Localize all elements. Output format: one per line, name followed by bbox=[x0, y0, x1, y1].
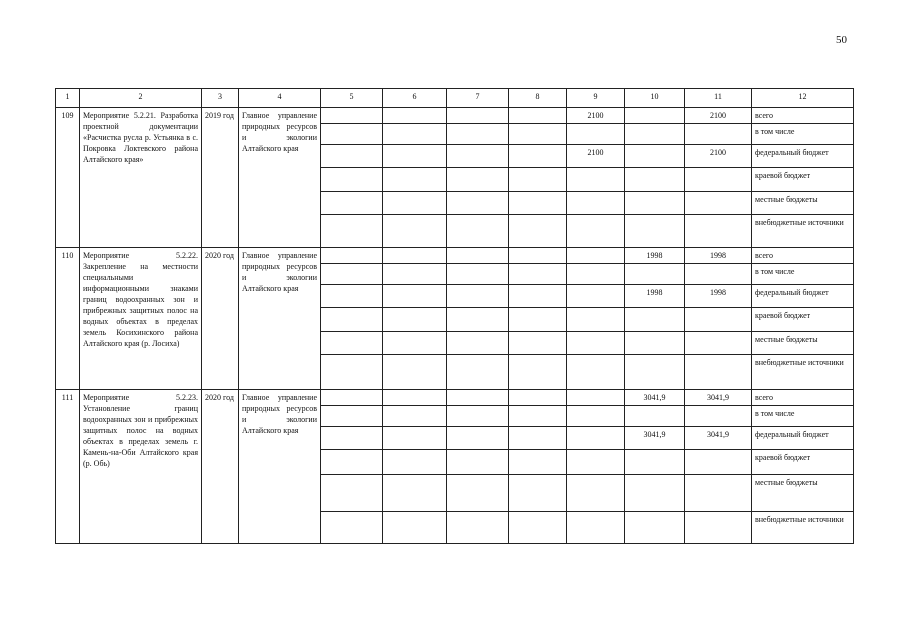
amount-c10 bbox=[625, 308, 685, 332]
amount-c9: 2100 bbox=[567, 145, 625, 168]
amount-c9 bbox=[567, 390, 625, 406]
amount-c5 bbox=[321, 512, 383, 544]
amount-c6 bbox=[383, 512, 447, 544]
amount-c7 bbox=[447, 145, 509, 168]
amount-c6 bbox=[383, 108, 447, 124]
amount-c8 bbox=[509, 145, 567, 168]
amount-c11: 3041,9 bbox=[685, 390, 752, 406]
amount-c6 bbox=[383, 355, 447, 390]
amount-c10 bbox=[625, 124, 685, 145]
funding-source: краевой бюджет bbox=[752, 168, 854, 192]
amount-c9 bbox=[567, 355, 625, 390]
amount-c11 bbox=[685, 308, 752, 332]
amount-c10 bbox=[625, 108, 685, 124]
funding-source: федеральный бюджет bbox=[752, 145, 854, 168]
header-cell: 8 bbox=[509, 89, 567, 108]
funding-source: внебюджетные источники bbox=[752, 512, 854, 544]
amount-c5 bbox=[321, 108, 383, 124]
amount-c6 bbox=[383, 406, 447, 427]
funding-source: всего bbox=[752, 108, 854, 124]
amount-c6 bbox=[383, 390, 447, 406]
executor: Главное управление природных ресурсов и экологии Алтайского края bbox=[239, 248, 321, 390]
amount-c5 bbox=[321, 355, 383, 390]
funding-source: в том числе bbox=[752, 124, 854, 145]
amount-c7 bbox=[447, 215, 509, 248]
amount-c5 bbox=[321, 390, 383, 406]
amount-c10 bbox=[625, 145, 685, 168]
funding-source: местные бюджеты bbox=[752, 332, 854, 355]
activity-name: Мероприятие 5.2.22. Закрепление на местности специальными информационными знаками границ водоохранных зон и прибрежных защитных полос на водных объектах в пределах земель Косихинского района Алтайского края (р. Лосиха) bbox=[80, 248, 202, 390]
header-cell: 10 bbox=[625, 89, 685, 108]
amount-c11: 1998 bbox=[685, 248, 752, 264]
amount-c10 bbox=[625, 332, 685, 355]
implementation-year: 2020 год bbox=[202, 248, 239, 390]
amount-c8 bbox=[509, 406, 567, 427]
header-cell: 5 bbox=[321, 89, 383, 108]
header-cell: 1 bbox=[56, 89, 80, 108]
header-cell: 3 bbox=[202, 89, 239, 108]
amount-c9 bbox=[567, 450, 625, 475]
amount-c6 bbox=[383, 475, 447, 512]
amount-c7 bbox=[447, 108, 509, 124]
amount-c6 bbox=[383, 215, 447, 248]
amount-c7 bbox=[447, 264, 509, 285]
amount-c9 bbox=[567, 248, 625, 264]
amount-c6 bbox=[383, 264, 447, 285]
amount-c11 bbox=[685, 168, 752, 192]
amount-c8 bbox=[509, 427, 567, 450]
amount-c7 bbox=[447, 406, 509, 427]
amount-c11 bbox=[685, 475, 752, 512]
amount-c5 bbox=[321, 264, 383, 285]
table-header bbox=[56, 89, 854, 108]
amount-c11: 1998 bbox=[685, 285, 752, 308]
amount-c9 bbox=[567, 512, 625, 544]
amount-c7 bbox=[447, 512, 509, 544]
amount-c8 bbox=[509, 475, 567, 512]
funding-source: внебюджетные источники bbox=[752, 355, 854, 390]
amount-c5 bbox=[321, 192, 383, 215]
amount-c6 bbox=[383, 248, 447, 264]
amount-c6 bbox=[383, 285, 447, 308]
amount-c8 bbox=[509, 108, 567, 124]
amount-c5 bbox=[321, 475, 383, 512]
amount-c11 bbox=[685, 332, 752, 355]
amount-c10 bbox=[625, 264, 685, 285]
amount-c7 bbox=[447, 124, 509, 145]
amount-c6 bbox=[383, 192, 447, 215]
amount-c5 bbox=[321, 145, 383, 168]
amount-c8 bbox=[509, 215, 567, 248]
amount-c6 bbox=[383, 427, 447, 450]
amount-c10: 1998 bbox=[625, 248, 685, 264]
implementation-year: 2020 год bbox=[202, 390, 239, 544]
header-cell: 7 bbox=[447, 89, 509, 108]
amount-c9 bbox=[567, 427, 625, 450]
amount-c7 bbox=[447, 285, 509, 308]
amount-c5 bbox=[321, 308, 383, 332]
amount-c9 bbox=[567, 406, 625, 427]
funding-source: в том числе bbox=[752, 406, 854, 427]
activity-name: Мероприятие 5.2.23. Установление границ водоохранных зон и прибрежных защитных полос на водных объектах в пределах земель г. Камень-на-Оби Алтайского края (р. Обь) bbox=[80, 390, 202, 544]
amount-c10 bbox=[625, 355, 685, 390]
amount-c9 bbox=[567, 215, 625, 248]
amount-c8 bbox=[509, 308, 567, 332]
amount-c9 bbox=[567, 124, 625, 145]
amount-c7 bbox=[447, 308, 509, 332]
funding-source: всего bbox=[752, 390, 854, 406]
amount-c9 bbox=[567, 308, 625, 332]
amount-c11 bbox=[685, 215, 752, 248]
amount-c11 bbox=[685, 450, 752, 475]
amount-c8 bbox=[509, 512, 567, 544]
amount-c10 bbox=[625, 475, 685, 512]
amount-c7 bbox=[447, 390, 509, 406]
amount-c7 bbox=[447, 427, 509, 450]
table-body bbox=[56, 108, 854, 544]
amount-c5 bbox=[321, 215, 383, 248]
amount-c5 bbox=[321, 124, 383, 145]
funding-source: местные бюджеты bbox=[752, 192, 854, 215]
amount-c9: 2100 bbox=[567, 108, 625, 124]
header-cell: 2 bbox=[80, 89, 202, 108]
page-number: 50 bbox=[836, 34, 847, 46]
amount-c5 bbox=[321, 168, 383, 192]
amount-c11 bbox=[685, 512, 752, 544]
amount-c5 bbox=[321, 248, 383, 264]
amount-c9 bbox=[567, 285, 625, 308]
funding-source: в том числе bbox=[752, 264, 854, 285]
amount-c7 bbox=[447, 248, 509, 264]
amount-c7 bbox=[447, 450, 509, 475]
amount-c11 bbox=[685, 264, 752, 285]
row-number: 109 bbox=[56, 108, 80, 248]
amount-c8 bbox=[509, 285, 567, 308]
amount-c6 bbox=[383, 124, 447, 145]
executor: Главное управление природных ресурсов и экологии Алтайского края bbox=[239, 390, 321, 544]
activity-name: Мероприятие 5.2.21. Разработка проектной документации «Расчистка русла р. Устьянка в с. Покровка Локтевского района Алтайского края» bbox=[80, 108, 202, 248]
funding-source: местные бюджеты bbox=[752, 475, 854, 512]
funding-source: всего bbox=[752, 248, 854, 264]
funding-source: федеральный бюджет bbox=[752, 427, 854, 450]
funding-source: краевой бюджет bbox=[752, 450, 854, 475]
amount-c8 bbox=[509, 450, 567, 475]
implementation-year: 2019 год bbox=[202, 108, 239, 248]
amount-c11 bbox=[685, 406, 752, 427]
budget-table bbox=[55, 88, 854, 544]
row-number: 111 bbox=[56, 390, 80, 544]
header-row bbox=[56, 89, 854, 108]
amount-c6 bbox=[383, 145, 447, 168]
amount-c11 bbox=[685, 192, 752, 215]
amount-c7 bbox=[447, 475, 509, 512]
amount-c5 bbox=[321, 285, 383, 308]
amount-c5 bbox=[321, 427, 383, 450]
amount-c8 bbox=[509, 192, 567, 215]
amount-c8 bbox=[509, 124, 567, 145]
amount-c10: 3041,9 bbox=[625, 390, 685, 406]
amount-c9 bbox=[567, 192, 625, 215]
amount-c10: 1998 bbox=[625, 285, 685, 308]
executor: Главное управление природных ресурсов и экологии Алтайского края bbox=[239, 108, 321, 248]
amount-c7 bbox=[447, 168, 509, 192]
amount-c5 bbox=[321, 450, 383, 475]
amount-c7 bbox=[447, 355, 509, 390]
table-row bbox=[56, 108, 854, 124]
amount-c7 bbox=[447, 192, 509, 215]
amount-c9 bbox=[567, 332, 625, 355]
table-row bbox=[56, 390, 854, 406]
table-row bbox=[56, 248, 854, 264]
amount-c11: 3041,9 bbox=[685, 427, 752, 450]
amount-c8 bbox=[509, 248, 567, 264]
header-cell: 6 bbox=[383, 89, 447, 108]
amount-c9 bbox=[567, 168, 625, 192]
amount-c5 bbox=[321, 332, 383, 355]
amount-c7 bbox=[447, 332, 509, 355]
amount-c6 bbox=[383, 168, 447, 192]
funding-source: внебюджетные источники bbox=[752, 215, 854, 248]
amount-c10 bbox=[625, 168, 685, 192]
header-cell: 9 bbox=[567, 89, 625, 108]
amount-c8 bbox=[509, 332, 567, 355]
amount-c10 bbox=[625, 215, 685, 248]
amount-c9 bbox=[567, 264, 625, 285]
amount-c11: 2100 bbox=[685, 145, 752, 168]
amount-c5 bbox=[321, 406, 383, 427]
amount-c10 bbox=[625, 192, 685, 215]
amount-c11: 2100 bbox=[685, 108, 752, 124]
amount-c10: 3041,9 bbox=[625, 427, 685, 450]
amount-c9 bbox=[567, 475, 625, 512]
amount-c6 bbox=[383, 450, 447, 475]
row-number: 110 bbox=[56, 248, 80, 390]
amount-c8 bbox=[509, 264, 567, 285]
amount-c8 bbox=[509, 168, 567, 192]
header-cell: 12 bbox=[752, 89, 854, 108]
amount-c10 bbox=[625, 406, 685, 427]
amount-c11 bbox=[685, 124, 752, 145]
amount-c8 bbox=[509, 390, 567, 406]
amount-c10 bbox=[625, 450, 685, 475]
amount-c8 bbox=[509, 355, 567, 390]
amount-c10 bbox=[625, 512, 685, 544]
amount-c11 bbox=[685, 355, 752, 390]
amount-c6 bbox=[383, 308, 447, 332]
funding-source: краевой бюджет bbox=[752, 308, 854, 332]
header-cell: 11 bbox=[685, 89, 752, 108]
amount-c6 bbox=[383, 332, 447, 355]
header-cell: 4 bbox=[239, 89, 321, 108]
funding-source: федеральный бюджет bbox=[752, 285, 854, 308]
